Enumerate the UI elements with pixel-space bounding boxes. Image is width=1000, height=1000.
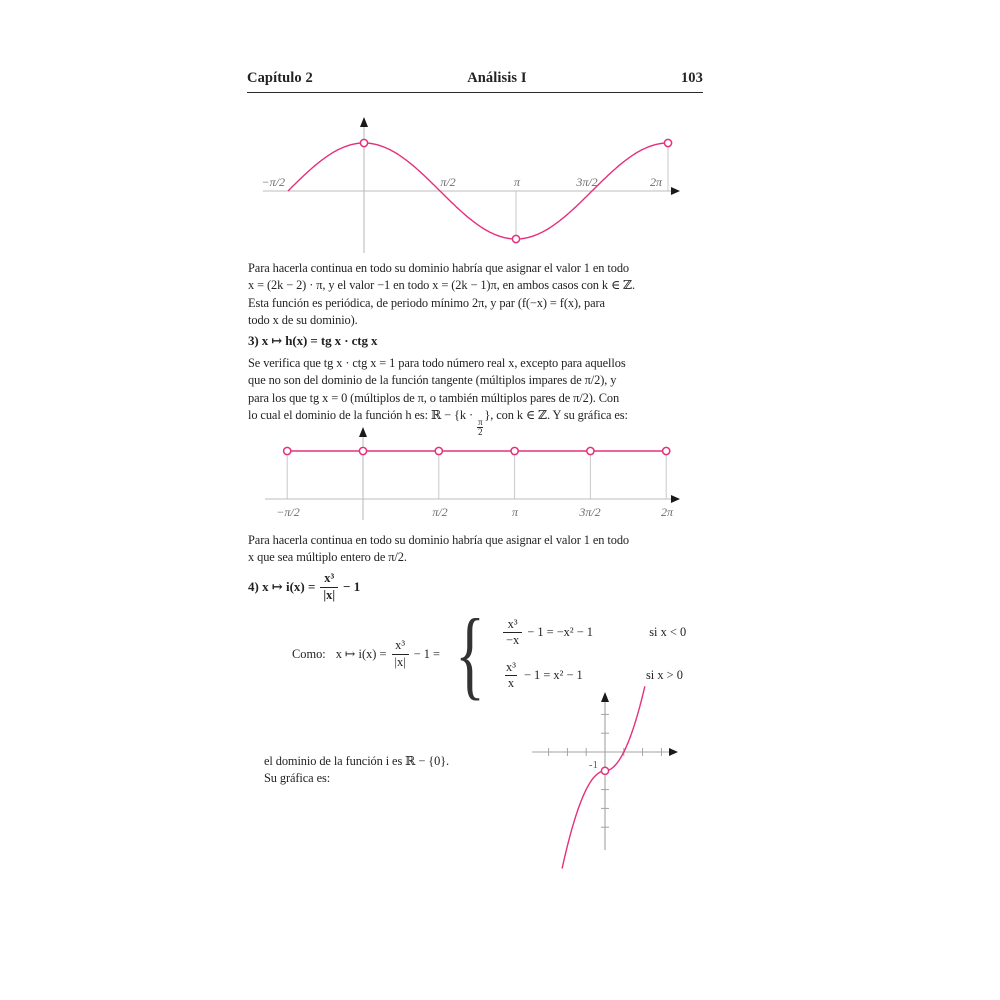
text-line: Se verifica que tg x · ctg x = 1 para todo número real x, excepto para aquellos bbox=[248, 356, 626, 370]
open-point bbox=[284, 447, 291, 454]
fraction-numerator: x³ bbox=[395, 638, 406, 652]
display-fraction bbox=[320, 571, 338, 603]
open-point bbox=[512, 235, 519, 242]
open-point bbox=[601, 767, 608, 774]
text-segment: lo cual el dominio de la función h es: ℝ − {k · bbox=[248, 407, 476, 422]
paragraph-3 bbox=[248, 532, 629, 567]
y-axis-arrow-icon bbox=[359, 427, 367, 437]
piecewise-curve bbox=[562, 686, 645, 868]
fraction-denominator: |x| bbox=[320, 587, 338, 604]
x-axis-arrow-icon bbox=[669, 748, 678, 756]
tick-label: 2π bbox=[649, 175, 663, 189]
open-point bbox=[664, 139, 671, 146]
tick-label: π/2 bbox=[432, 505, 448, 519]
tick-label: 2π bbox=[660, 505, 674, 519]
text-line: Para hacerla continua en todo su dominio habría que asignar el valor 1 en todo bbox=[248, 261, 630, 275]
fraction-denominator: |x| bbox=[392, 654, 409, 671]
text-segment: }, con k ∈ ℤ. Y su gráfica es: bbox=[484, 407, 628, 422]
tick-label: −π/2 bbox=[261, 175, 285, 189]
open-points bbox=[601, 767, 608, 774]
x-axis-arrow-icon bbox=[671, 187, 680, 195]
case-condition: si x > 0 bbox=[645, 668, 683, 682]
tick-label: −π/2 bbox=[276, 505, 300, 519]
guide-lines bbox=[287, 451, 666, 499]
cosine-graph bbox=[252, 106, 692, 258]
text-line: x que sea múltiplo entero de π/2. bbox=[248, 550, 407, 565]
display-fraction bbox=[503, 617, 522, 649]
piecewise-parabola-graph bbox=[523, 686, 695, 862]
fraction-numerator: x³ bbox=[507, 616, 518, 631]
text-line: Su gráfica es: bbox=[264, 771, 331, 786]
text-line: para los que tg x = 0 (múltiplos de π, o también múltiplos pares de π/2). Con bbox=[248, 390, 620, 405]
fraction-numerator: π bbox=[477, 416, 483, 427]
heading-item-4 bbox=[248, 567, 360, 607]
page-header bbox=[247, 70, 703, 93]
fraction-denominator: −x bbox=[503, 632, 522, 649]
equation-prefix: 4) x ↦ i(x) = bbox=[248, 579, 316, 594]
equation-label: Como: bbox=[292, 646, 326, 661]
heading-item-3: 3) x ↦ h(x) = tg x · ctg x bbox=[248, 333, 378, 348]
tick-label: π/2 bbox=[440, 175, 456, 189]
page-title: Análisis I bbox=[467, 70, 527, 86]
display-fraction bbox=[392, 638, 409, 670]
open-point bbox=[435, 447, 442, 454]
open-point bbox=[663, 447, 670, 454]
text-line: Para hacerla continua en todo su dominio habría que asignar el valor 1 en todo bbox=[248, 533, 630, 547]
paragraph-4 bbox=[264, 753, 449, 788]
case-expression: − 1 = x² − 1 bbox=[523, 668, 583, 682]
equation-suffix: − 1 bbox=[343, 579, 361, 594]
fraction-numerator: x³ bbox=[324, 571, 335, 585]
tick-label: π bbox=[513, 175, 521, 189]
y-axis-arrow-icon bbox=[601, 692, 609, 702]
tick-label: 3π/2 bbox=[579, 505, 601, 519]
open-point bbox=[587, 447, 594, 454]
text-line: el dominio de la función i es ℝ − {0}. bbox=[264, 754, 450, 768]
paragraph-1 bbox=[248, 260, 635, 329]
open-point bbox=[511, 447, 518, 454]
cases-list bbox=[498, 617, 686, 692]
y-axis-arrow-icon bbox=[360, 117, 368, 127]
fraction-numerator: x³ bbox=[506, 659, 516, 674]
x-axis-arrow-icon bbox=[671, 495, 680, 503]
fraction-denominator: 2 bbox=[478, 427, 483, 438]
equation-lhs-tail: − 1 = bbox=[413, 646, 441, 661]
open-point bbox=[360, 139, 367, 146]
tick-label: 3π/2 bbox=[576, 175, 598, 189]
fraction-denominator: x bbox=[505, 675, 517, 692]
chapter-label: Capítulo 2 bbox=[247, 70, 313, 86]
page-number: 103 bbox=[680, 70, 703, 86]
point-label: -1 bbox=[588, 759, 598, 771]
display-fraction bbox=[503, 660, 519, 692]
text-line: todo x de su dominio). bbox=[248, 312, 358, 327]
case-expression: − 1 = −x² − 1 bbox=[527, 625, 593, 639]
case-row bbox=[498, 617, 686, 649]
equation-lhs: x ↦ i(x) = bbox=[335, 647, 387, 661]
tick-label: π bbox=[511, 505, 519, 519]
case-condition: si x < 0 bbox=[649, 625, 687, 639]
text-line: que no son del dominio de la función tangente (múltiplos impares de π/2), y bbox=[248, 373, 617, 388]
text-line: x = (2k − 2) · π, y el valor −1 en todo x = (2k − 1)π, en ambos casos con k ∈ ℤ. bbox=[248, 278, 635, 293]
open-point bbox=[359, 447, 366, 454]
constant-one-graph bbox=[252, 418, 692, 526]
cases-brace: { bbox=[455, 598, 485, 709]
text-line: Esta función es periódica, de periodo mínimo 2π, y par (f(−x) = f(x), para bbox=[248, 295, 605, 310]
